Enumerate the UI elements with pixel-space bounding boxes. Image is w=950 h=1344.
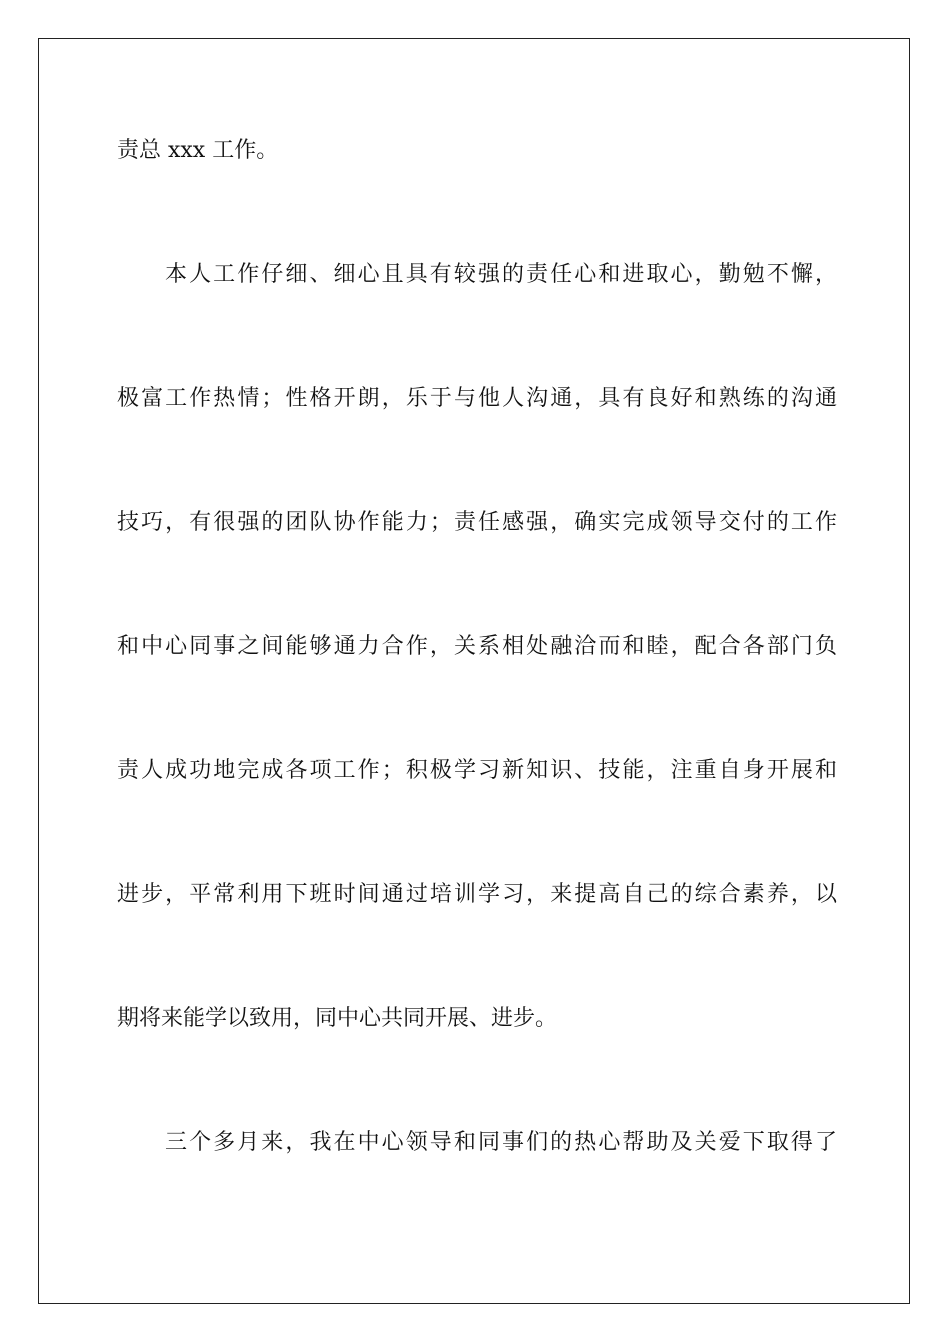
paragraph-end-line: 期将来能学以致用，同中心共同开展、进步。 (117, 1006, 558, 1031)
text-line-5: 和中心同事之间能够通力合作，关系相处融洽而和睦，配合各部门负 (117, 634, 837, 659)
text-line-4: 技巧，有很强的团队协作能力；责任感强，确实完成领导交付的工作 (117, 510, 837, 535)
document-page (38, 38, 910, 1304)
text-line-7: 进步，平常利用下班时间通过培训学习，来提高自己的综合素养，以 (117, 882, 837, 907)
paragraph-start-line: 本人工作仔细、细心且具有较强的责任心和进取心，勤勉不懈， (165, 262, 837, 287)
text-line-1: 责总 xxx 工作。 (117, 138, 279, 163)
text-line-6: 责人成功地完成各项工作；积极学习新知识、技能，注重自身开展和 (117, 758, 837, 783)
text-line-3: 极富工作热情；性格开朗，乐于与他人沟通，具有良好和熟练的沟通 (117, 386, 837, 411)
paragraph-start-line-2: 三个多月来，我在中心领导和同事们的热心帮助及关爱下取得了 (165, 1130, 837, 1155)
